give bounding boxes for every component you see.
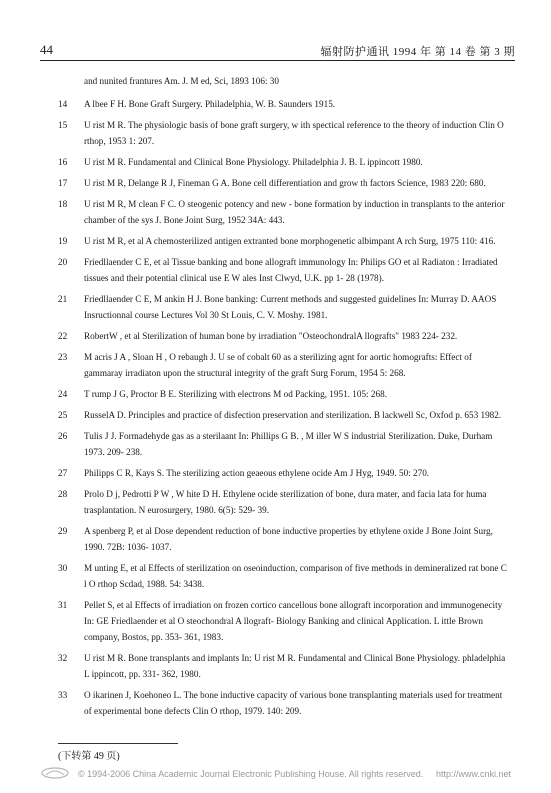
reference-number: 17 bbox=[58, 178, 68, 188]
reference-number: 21 bbox=[58, 294, 68, 304]
reference-item bbox=[56, 349, 511, 381]
reference-number: 18 bbox=[58, 199, 68, 209]
journal-info: 辐射防护通讯 1994 年 第 14 卷 第 3 期 bbox=[320, 46, 515, 58]
reference-text: U rist M R, M clean F C. O steogenic potency and new - bone formation by induction in transplants to the anterior chamber of the sys J. Bone Joint Surg, 1952 34A: 443. bbox=[84, 199, 505, 225]
reference-item bbox=[56, 73, 511, 89]
reference-text: O ikarinen J, Koehoneo L. The bone inductive capacity of various bone transplanting materials used for treatment of experimental bone defects Clin O rthop, 1979. 140: 209. bbox=[84, 690, 503, 716]
reference-item bbox=[56, 650, 511, 682]
copyright-notice: © 1994-2006 China Academic Journal Electronic Publishing House. All rights reserved. bbox=[78, 769, 424, 779]
website-link[interactable]: http://www.cnki.net bbox=[435, 769, 511, 779]
reference-text: RusselA D. Principles and practice of disfection preservation and sterilization. B lackwell Sc, Oxfod p. 653 1982. bbox=[84, 410, 502, 420]
reference-text: U rist M R. Fundamental and Clinical Bone Physiology. Philadelphia J. B. L ippincott 1980. bbox=[84, 157, 423, 167]
reference-item bbox=[56, 407, 511, 423]
reference-number: 23 bbox=[58, 352, 68, 362]
reference-number: 16 bbox=[58, 157, 68, 167]
reference-number: 28 bbox=[58, 489, 68, 499]
reference-item bbox=[56, 196, 511, 228]
reference-text: T rump J G, Proctor B E. Sterilizing with electrons M od Packing, 1951. 105: 268. bbox=[84, 389, 387, 399]
reference-item bbox=[56, 328, 511, 344]
footnote-divider bbox=[58, 743, 178, 744]
reference-text: Pellet S, et al Effects of irradiation on frozen cortico cancellous bone allograft incorporation and immunogenecity In: GE Friedlaender et al O steochondral A llograft- Biology Banking and clinical Application. L ittle Brown company, Bostos, pp. 353- 361, 1983. bbox=[84, 600, 503, 642]
reference-text: Prolo D j, Pedrotti P W , W hite D H. Ethylene ocide sterilization of bone, dura mater, and facia lata for huma trasplantation. N eurosurgery, 1980. 6(5): 529- 39. bbox=[84, 489, 487, 515]
reference-item bbox=[56, 465, 511, 481]
reference-text: U rist M R, et al A chemosterilized antigen extranted bone morphogenetic albimpant A rch Surg, 1975 110: 416. bbox=[84, 236, 496, 246]
reference-number: 14 bbox=[58, 99, 68, 109]
page-number: 44 bbox=[40, 42, 53, 57]
reference-item bbox=[56, 486, 511, 518]
reference-item bbox=[56, 386, 511, 402]
reference-text: Philipps C R, Kays S. The sterilizing action geaeous ethylene ocide Am J Hyg, 1949. 50: 270. bbox=[84, 468, 430, 478]
reference-item bbox=[56, 117, 511, 149]
reference-item bbox=[56, 687, 511, 719]
reference-item bbox=[56, 96, 511, 112]
reference-item bbox=[56, 175, 511, 191]
page-header bbox=[40, 42, 515, 61]
reference-item bbox=[56, 154, 511, 170]
reference-text: M unting E, et al Effects of sterilization on oseoinduction, comparison of five methods in demineralized rat bone C l O rthop Scdad, 1988. 54: 3438. bbox=[84, 563, 507, 589]
reference-text: Tulis J J. Formadehyde gas as a sterilaant In: Phillips G B. , M iller W S industrial Sterilization. Duke, Durham 1973. 209- 238. bbox=[84, 431, 493, 457]
reference-number: 31 bbox=[58, 600, 68, 610]
reference-text: and nunited frantures Am. J. M ed, Sci, 1893 106: 30 bbox=[84, 76, 279, 86]
reference-text: A lbee F H. Bone Graft Surgery. Philadelphia, W. B. Saunders 1915. bbox=[84, 99, 336, 109]
reference-text: RobertW , et al Sterilization of human bone by irradiation "OsteochondralA llografts" 1983 224- 232. bbox=[84, 331, 458, 341]
reference-item bbox=[56, 560, 511, 592]
reference-number: 25 bbox=[58, 410, 68, 420]
reference-item bbox=[56, 428, 511, 460]
reference-list bbox=[56, 73, 511, 724]
reference-item bbox=[56, 291, 511, 323]
reference-item bbox=[56, 523, 511, 555]
reference-number: 32 bbox=[58, 653, 68, 663]
reference-number: 29 bbox=[58, 526, 68, 536]
reference-number: 24 bbox=[58, 389, 68, 399]
continued-note: (下转第 49 页) bbox=[58, 751, 120, 762]
reference-text: Friedllaender C E, M ankin H J. Bone banking: Current methods and suggested guidelines In: Murray D. AAOS Insructionnal course Lectures Vol 30 St Louis, C. V. Moshy. 1981. bbox=[84, 294, 497, 320]
reference-number: 15 bbox=[58, 120, 68, 130]
reference-item bbox=[56, 233, 511, 249]
reference-item bbox=[56, 254, 511, 286]
reference-number: 33 bbox=[58, 690, 68, 700]
reference-number: 19 bbox=[58, 236, 68, 246]
reference-number: 27 bbox=[58, 468, 68, 478]
reference-number: 22 bbox=[58, 331, 68, 341]
reference-text: A spenberg P, et al Dose dependent reduction of bone inductive properties by ethylene oxide J Bone Joint Surg, 1990. 72B: 1036- 1037. bbox=[84, 526, 493, 552]
reference-number: 30 bbox=[58, 563, 68, 573]
reference-text: U rist M R. The physiologic basis of bone graft surgery, w ith spectical reference to the theory of induction Clin O rthop, 1953 1: 207. bbox=[84, 120, 504, 146]
reference-item bbox=[56, 597, 511, 645]
reference-text: U rist M R. Bone transplants and implants In: U rist M R. Fundamental and Clinical Bone Physiology. phladelphia L ippincott, pp. 331- 362, 1980. bbox=[84, 653, 506, 679]
reference-text: M acris J A , Sloan H , O rebaugh J. U se of cobalt 60 as a sterilizing agnt for aortic homografts: Effect of gammaray irradiaton upon the structural integrity of the graft Surg Forum, 1954 5: 268. bbox=[84, 352, 472, 378]
reference-text: U rist M R, Delange R J, Fineman G A. Bone cell differentiation and grow th factors Science, 1983 220: 680. bbox=[84, 178, 486, 188]
reference-number: 20 bbox=[58, 257, 68, 267]
reference-number: 26 bbox=[58, 431, 68, 441]
reference-text: Friedllaender C E, et al Tissue banking and bone allograft immunology In: Philips GO et al Radiaton : Irradiated tissues and their potential clinical use E W ales Inst Clwyd, U.K. pp 1- 28 (1978). bbox=[84, 257, 498, 283]
publisher-logo-icon bbox=[40, 766, 70, 780]
